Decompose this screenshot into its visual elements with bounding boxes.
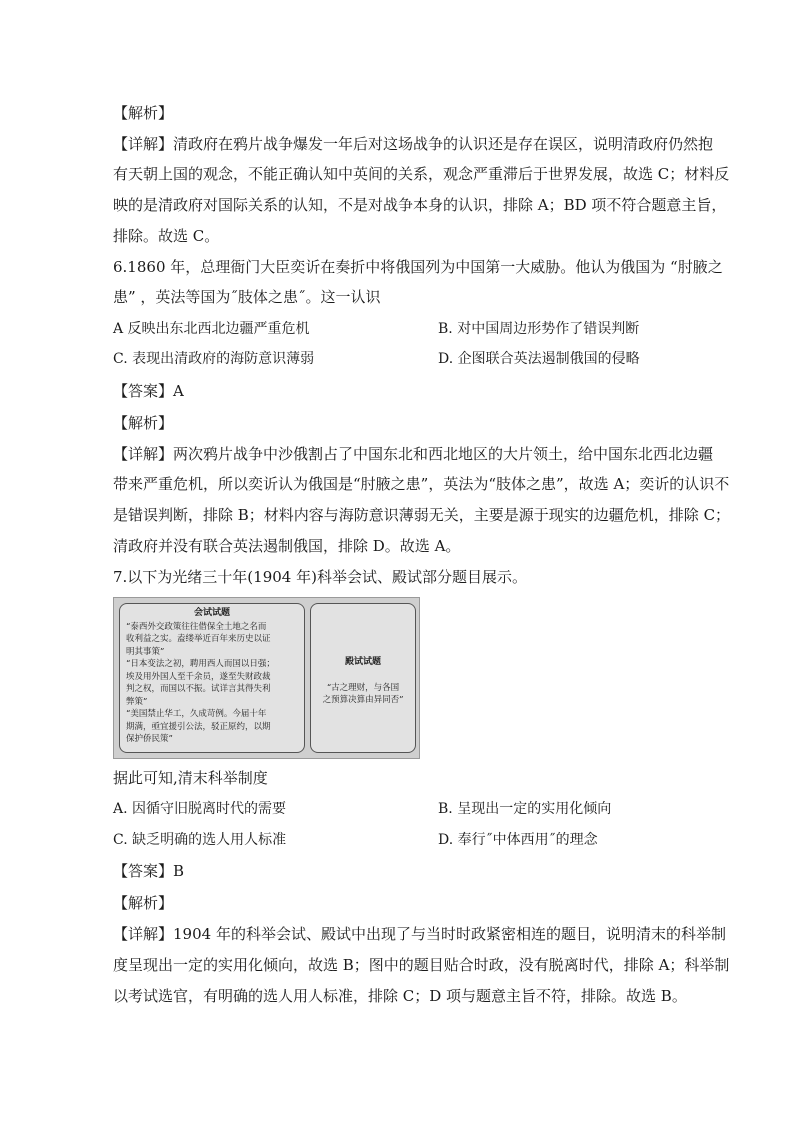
detail-line: 【详解】两次鸦片战争中沙俄割占了中国东北和西北地区的大片领土，给中国东北西北边疆 xyxy=(113,445,714,463)
huishi-line: 期满，亟宜援引公法，驳正原约，以期 xyxy=(126,721,271,732)
huishi-line: 弊策” xyxy=(126,696,148,707)
q6-answer: 【答案】A xyxy=(113,382,184,400)
detail-line: 带来严重危机，所以奕䜣认为俄国是“肘腋之患”，英法为“肢体之患”，故选 A；奕䜣的认识不 xyxy=(113,475,730,493)
q6-option-c: C. 表现出清政府的海防意识薄弱 xyxy=(113,351,315,367)
huishi-line: “美国禁止华工，久成苛例。今届十年 xyxy=(126,709,267,719)
huishi-line: “泰西外交政策往往借保全土地之名而 xyxy=(126,621,267,632)
q7-option-b: B. 呈现出一定的实用化倾向 xyxy=(438,801,612,817)
huishi-title: 会试试题 xyxy=(193,608,230,618)
exam-questions-figure xyxy=(113,597,420,759)
question-6-stem: 患” ，英法等国为˝肢体之患˝。这一认识 xyxy=(113,288,381,306)
detail-line: 【详解】1904 年的科举会试、殿试中出现了与当时时政紧密相连的题目，说明清末的科举制 xyxy=(113,925,726,943)
q6-option-a: A 反映出东北西北边疆严重危机 xyxy=(113,321,310,337)
jiexi-heading: 【解析】 xyxy=(113,894,174,912)
detail-line: 是错误判断，排除 B；材料内容与海防意识薄弱无关，主要是源于现实的边疆危机，排除 C； xyxy=(113,506,731,524)
jiexi-heading: 【解析】 xyxy=(113,104,174,122)
detail-line: 清政府并没有联合英法遏制俄国，排除 D。故选 A。 xyxy=(113,537,461,555)
detail-line: 排除。故选 C。 xyxy=(113,227,220,245)
dianshi-line: 之预算决算由异同否” xyxy=(322,695,404,705)
detail-line: 【详解】清政府在鸦片战争爆发一年后对这场战争的认识还是存在误区，说明清政府仍然抱 xyxy=(113,135,714,153)
q7-answer: 【答案】B xyxy=(113,862,185,880)
huishi-line: 明其事策” xyxy=(126,646,165,657)
jiexi-heading: 【解析】 xyxy=(113,414,174,432)
detail-line: 有天朝上国的观念，不能正确认知中英间的关系，观念严重滞后于世界发展，故选 C；材料反 xyxy=(113,165,730,183)
q7-option-a: A. 因循守旧脱离时代的需要 xyxy=(113,801,287,817)
dianshi-title: 殿试试题 xyxy=(344,657,381,667)
q6-option-d: D. 企图联合英法遏制俄国的侵略 xyxy=(438,351,640,367)
huishi-line: 判之权，而国以不振。试详言其得失利 xyxy=(126,684,271,694)
question-6-stem: 6.1860 年，总理衙门大臣奕䜣在奏折中将俄国列为中国第一大威胁。他认为俄国为 “肘腋之 xyxy=(113,258,723,276)
question-7-stem: 7.以下为光绪三十年(1904 年)科举会试、殿试部分题目展示。 xyxy=(113,568,527,586)
dianshi-line: “古之理财，与各国 xyxy=(326,683,400,693)
q7-option-c: C. 缺乏明确的选人用人标准 xyxy=(113,832,287,848)
huishi-line: 埃及用外国人至千余员，遂至失财政裁 xyxy=(126,671,271,682)
question-7-prompt: 据此可知,清末科举制度 xyxy=(113,769,268,787)
q6-option-b: B. 对中国周边形势作了错误判断 xyxy=(438,321,640,337)
huishi-line: 保护侨民策” xyxy=(126,734,173,744)
detail-line: 度呈现出一定的实用化倾向，故选 B；图中的题目贴合时政，没有脱离时代，排除 A；科举制 xyxy=(113,956,730,974)
huishi-box xyxy=(119,603,305,753)
q7-option-d: D. 奉行˝中体西用˝的理念 xyxy=(438,832,598,848)
detail-line: 映的是清政府对国际关系的认知，不是对战争本身的认识，排除 A；BD 项不符合题意主旨， xyxy=(113,196,727,214)
detail-line: 以考试选官，有明确的选人用人标准，排除 C；D 项与题意主旨不符，排除。故选 B。 xyxy=(113,987,687,1005)
huishi-line: “日本变法之初，聘用西人而国以日强； xyxy=(126,659,275,669)
huishi-line: 收利益之实。盍缕举近百年来历史以证 xyxy=(126,634,271,644)
dianshi-box xyxy=(310,603,416,753)
